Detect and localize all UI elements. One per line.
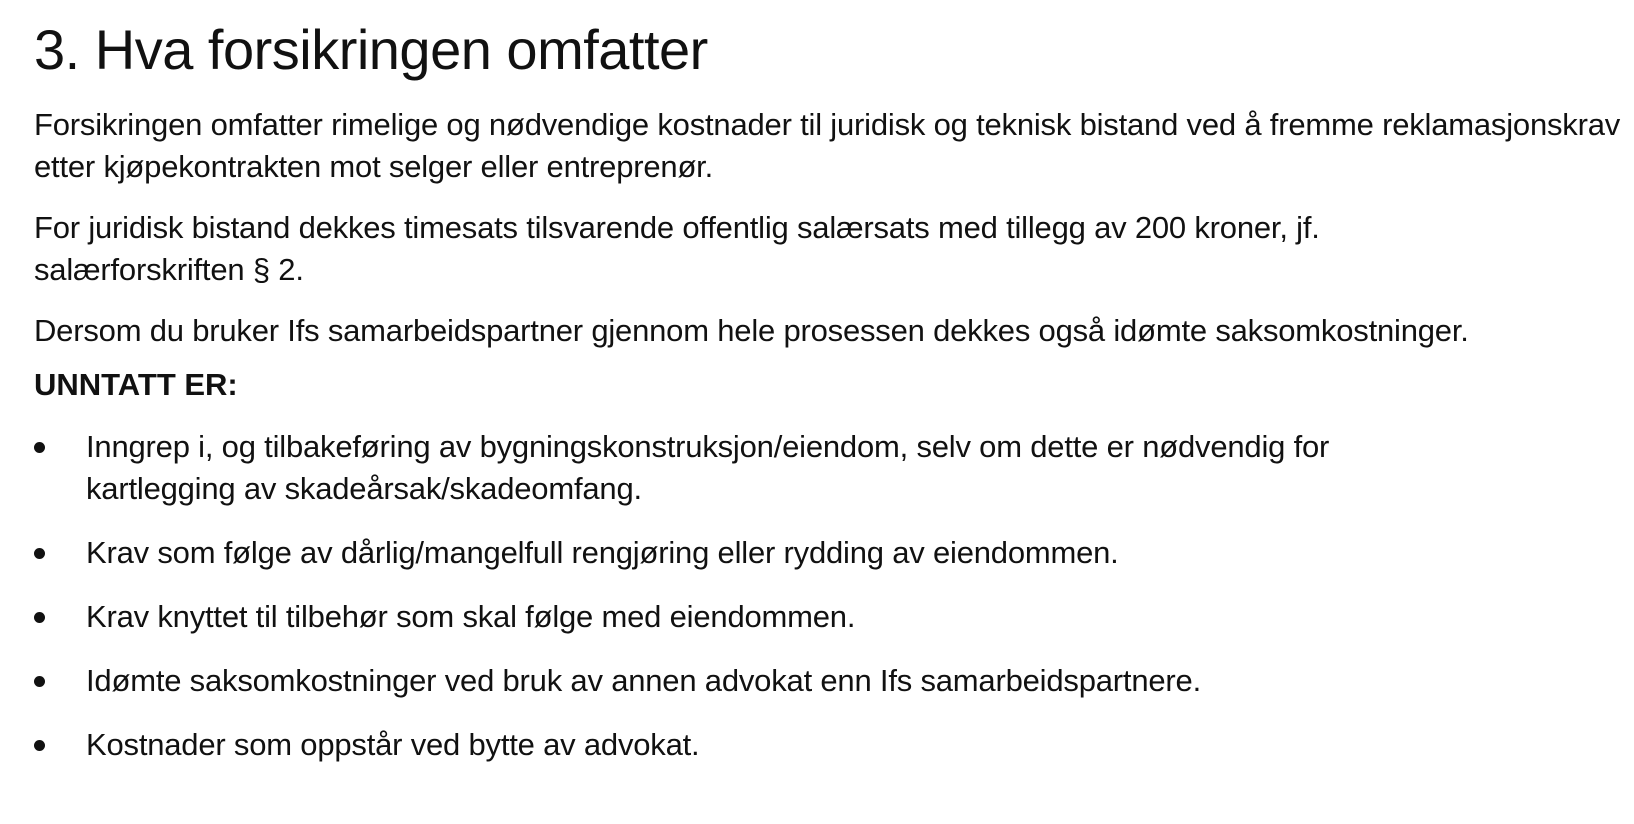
bullet-icon (34, 676, 45, 687)
bullet-icon (34, 442, 45, 453)
bullet-icon (34, 548, 45, 559)
legal-fee-paragraph: For juridisk bistand dekkes timesats tilsvarende offentlig salærsats med tillegg av 200 kroner, jf. salærforskriften § 2. (34, 210, 1320, 287)
list-item (34, 660, 1634, 702)
partner-paragraph: Dersom du bruker Ifs samarbeidspartner gjennom hele prosessen dekkes også idømte saksomkostninger. (34, 313, 1469, 348)
list-item-text: Krav som følge av dårlig/mangelfull rengjøring eller rydding av eiendommen. (86, 535, 1119, 570)
exclusions-list (34, 426, 1634, 766)
bullet-icon (34, 612, 45, 623)
list-item (34, 426, 1446, 510)
list-item-text: Inngrep i, og tilbakeføring av bygningskonstruksjon/eiendom, selv om dette er nødvendig for kartlegging av skadeårsak/skadeomfang. (86, 429, 1330, 506)
list-item (34, 724, 1634, 766)
list-item (34, 532, 1634, 574)
list-item (34, 596, 1634, 638)
exclusions-heading: UNNTATT ER: (34, 367, 238, 402)
list-item-text: Krav knyttet til tilbehør som skal følge med eiendommen. (86, 599, 856, 634)
bullet-icon (34, 740, 45, 751)
section-heading: 3. Hva forsikringen omfatter (34, 18, 708, 81)
list-item-text: Idømte saksomkostninger ved bruk av annen advokat enn Ifs samarbeidspartnere. (86, 663, 1201, 698)
coverage-paragraph: Forsikringen omfatter rimelige og nødvendige kostnader til juridisk og teknisk bistand ved å fremme reklamasjonskrav etter kjøpekontrakten mot selger eller entreprenør. (34, 107, 1621, 184)
list-item-text: Kostnader som oppstår ved bytte av advokat. (86, 727, 700, 762)
